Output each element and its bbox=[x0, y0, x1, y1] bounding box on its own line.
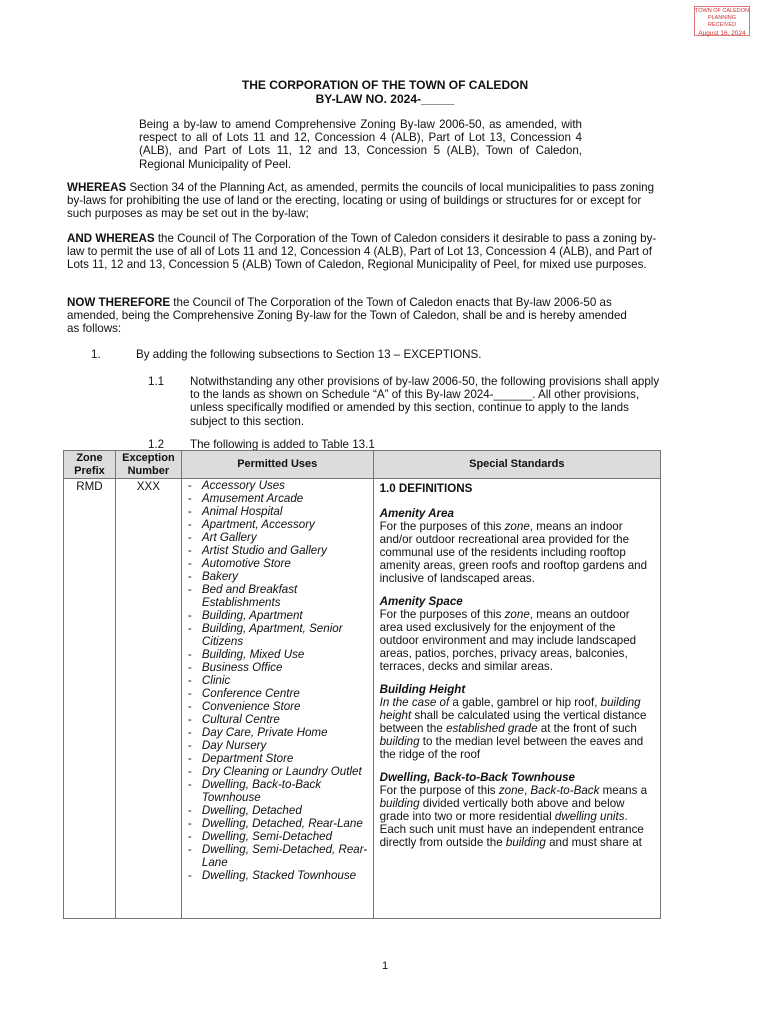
table-header-row bbox=[64, 451, 661, 479]
received-stamp bbox=[694, 6, 750, 36]
list-item: - Business Office bbox=[182, 661, 369, 674]
stamp-date: August 16, 2024 bbox=[698, 30, 746, 37]
header-exception-number: Exception Number bbox=[115, 451, 181, 479]
list-item: - Dwelling, Semi-Detached, Rear-Lane bbox=[182, 843, 369, 869]
section-1-2-text: The following is added to Table 13.1 bbox=[190, 438, 375, 451]
list-item: - Department Store bbox=[182, 752, 369, 765]
list-item: - Dwelling, Semi-Detached bbox=[182, 830, 369, 843]
list-item: - Day Nursery bbox=[182, 739, 369, 752]
permitted-uses-list bbox=[182, 479, 373, 882]
stamp-line-1: TOWN OF CALEDON bbox=[695, 8, 749, 14]
def-text-amenity-area: For the purposes of this zone, means an indoor and/or outdoor recreational area provided for the communal use of the residents including rooftop amenity areas, green roofs and rooftop gardens and inclusive of landscaped areas. bbox=[379, 520, 648, 585]
list-item: - Automotive Store bbox=[182, 557, 369, 570]
recital-text: the Council of The Corporation of the Town of Caledon enacts that By-law 2006-50 as amended, being the Comprehensive Zoning By-law for the Town of Caledon, shall be and is hereby amended as follows: bbox=[67, 296, 627, 336]
list-item: - Clinic bbox=[182, 674, 369, 687]
def-text-amenity-space: For the purposes of this zone, means an outdoor area used exclusively for the enjoyment of the outdoor environment and may include landscaped areas, patios, porches, privacy areas, balconies, terraces, decks and similar areas. bbox=[379, 608, 637, 673]
section-1-1-number: 1.1 bbox=[148, 375, 165, 388]
stamp-line-2: PLANNING bbox=[707, 15, 737, 21]
def-title-back-to-back: Dwelling, Back-to-Back Townhouse bbox=[379, 771, 575, 784]
list-item: - Accessory Uses bbox=[182, 479, 369, 492]
def-title-amenity-area: Amenity Area bbox=[379, 507, 454, 520]
list-item: - Bakery bbox=[182, 570, 369, 583]
bylaw-intro: Being a by-law to amend Comprehensive Zoning By-law 2006-50, as amended, with respect to all of Lots 11 and 12, Concession 4 (ALB), Part of Lot 13, Concession 4 (ALB), and Part of Lots 11, 12 and 13, Concession 5 (ALB), Town of Caledon, Regional Municipality of Peel. bbox=[139, 118, 582, 171]
def-title-amenity-space: Amenity Space bbox=[379, 595, 463, 608]
zone-prefix-cell: RMD bbox=[64, 479, 116, 919]
list-item: - Building, Apartment bbox=[182, 609, 369, 622]
exception-number-cell: XXX bbox=[115, 479, 181, 919]
header-permitted-uses: Permitted Uses bbox=[181, 451, 373, 479]
special-standards-cell bbox=[373, 479, 660, 919]
list-item: - Dwelling, Stacked Townhouse bbox=[182, 869, 369, 882]
list-item: - Dwelling, Detached, Rear-Lane bbox=[182, 817, 369, 830]
recital-and-whereas bbox=[67, 232, 657, 272]
header-zone-prefix: Zone Prefix bbox=[64, 451, 116, 479]
list-item: - Amusement Arcade bbox=[182, 492, 369, 505]
list-item: - Dwelling, Back-to-Back Townhouse bbox=[182, 778, 369, 804]
section-1-number: 1. bbox=[91, 348, 101, 361]
exceptions-table bbox=[63, 450, 661, 919]
page-number: 1 bbox=[381, 960, 389, 972]
table-row bbox=[64, 479, 661, 919]
list-item: - Art Gallery bbox=[182, 531, 369, 544]
recital-whereas bbox=[67, 181, 657, 221]
definitions-heading: 1.0 DEFINITIONS bbox=[379, 482, 473, 495]
def-title-building-height: Building Height bbox=[379, 683, 466, 696]
list-item: - Building, Apartment, Senior Citizens bbox=[182, 622, 369, 648]
recital-lead: WHEREAS bbox=[67, 181, 127, 194]
def-text-building-height: In the case of a gable, gambrel or hip roof, building height shall be calculated using the vertical distance between the established grade at the front of such building to the median level between the eaves and the ridge of the roof bbox=[379, 696, 647, 761]
list-item: - Animal Hospital bbox=[182, 505, 369, 518]
recital-text: the Council of The Corporation of the Town of Caledon considers it desirable to pass a zoning by-law to permit the use of all of Lots 11 and 12, Concession 4 (ALB), Part of Lot 13, Concession 4 (ALB), and Part of Lots 11, 12 and 13, Concession 5 (ALB) Town of Caledon, Regional Municipality of Peel, for mixed use purposes. bbox=[67, 232, 657, 272]
list-item: - Dwelling, Detached bbox=[182, 804, 369, 817]
list-item: - Convenience Store bbox=[182, 700, 369, 713]
permitted-uses-cell bbox=[181, 479, 373, 919]
section-1-2-number: 1.2 bbox=[148, 438, 165, 451]
list-item: - Apartment, Accessory bbox=[182, 518, 369, 531]
section-1-text: By adding the following subsections to Section 13 – EXCEPTIONS. bbox=[136, 348, 482, 361]
list-item: - Artist Studio and Gallery bbox=[182, 544, 369, 557]
header-special-standards: Special Standards bbox=[373, 451, 660, 479]
list-item: - Day Care, Private Home bbox=[182, 726, 369, 739]
section-1-1-text: Notwithstanding any other provisions of by-law 2006-50, the following provisions shall apply to the lands as shown on Schedule “A” of this By-law 2024-______. All other provisions, unless specifically modified or amended by this section, continue to apply to the lands subject to this section. bbox=[190, 375, 660, 428]
list-item: - Building, Mixed Use bbox=[182, 648, 369, 661]
list-item: - Dry Cleaning or Laundry Outlet bbox=[182, 765, 369, 778]
list-item: - Conference Centre bbox=[182, 687, 369, 700]
recital-lead: NOW THEREFORE bbox=[67, 296, 171, 309]
recital-text: Section 34 of the Planning Act, as amended, permits the councils of local municipalities to pass zoning by-laws for prohibiting the use of land or the erecting, locating or using of buildings or structures for or except for such purposes as may be set out in the by-law; bbox=[67, 181, 655, 221]
bylaw-number: BY-LAW NO. 2024-_____ bbox=[315, 92, 455, 106]
document-title: THE CORPORATION OF THE TOWN OF CALEDON bbox=[241, 78, 529, 92]
list-item: - Bed and Breakfast Establishments bbox=[182, 583, 369, 609]
recital-lead: AND WHEREAS bbox=[67, 232, 155, 245]
recital-now-therefore bbox=[67, 296, 640, 336]
stamp-line-3: RECEIVED bbox=[707, 22, 737, 28]
def-text-back-to-back: For the purpose of this zone, Back-to-Back means a building divided vertically both above and below grade into two or more residential dwelling units. Each such unit must have an independent entrance directly from outside the building and must share at bbox=[379, 784, 648, 849]
list-item: - Cultural Centre bbox=[182, 713, 369, 726]
